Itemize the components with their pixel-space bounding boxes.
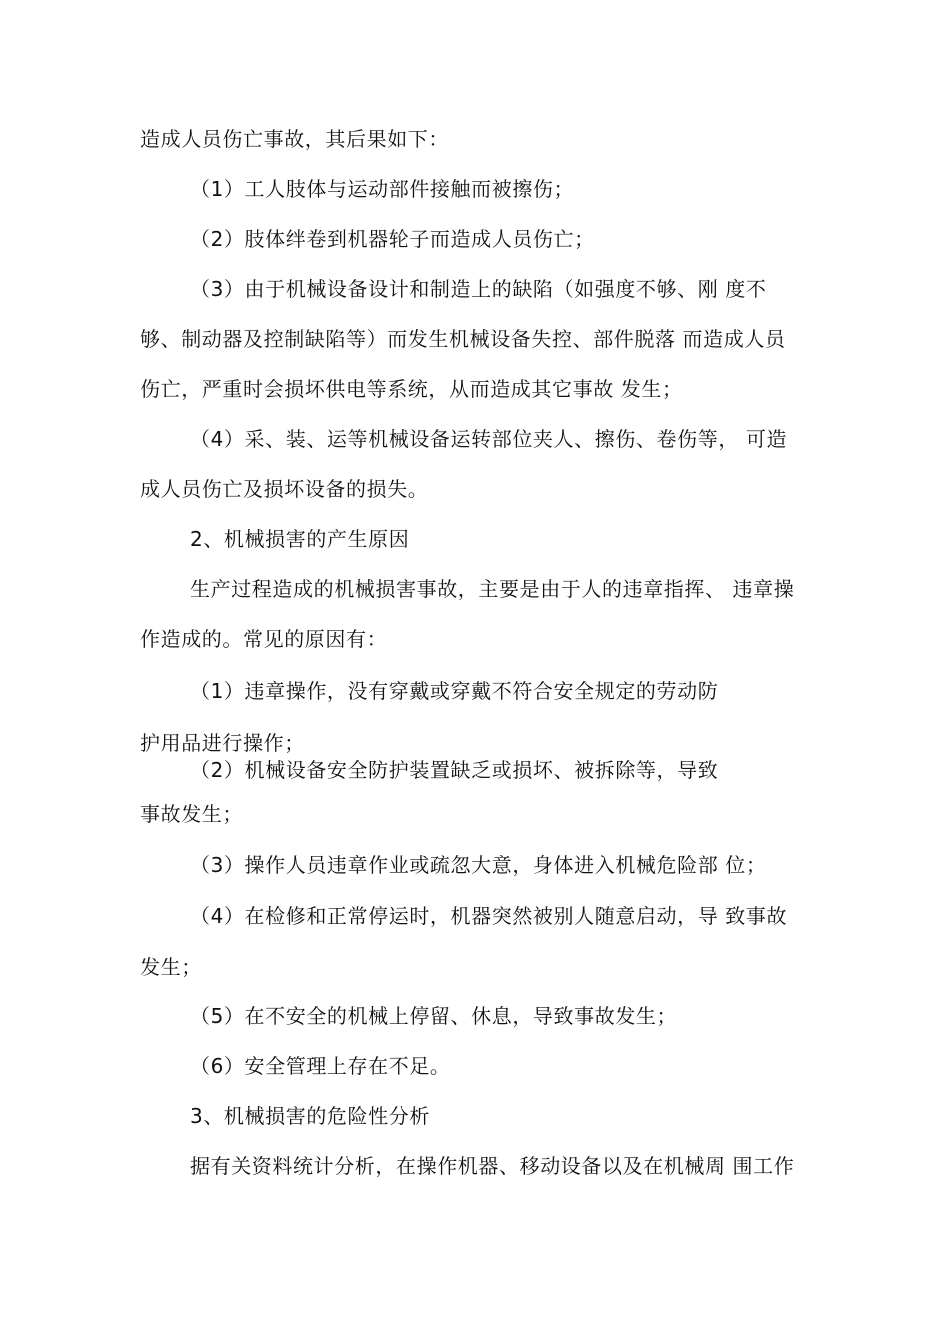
text-line: 生产过程造成的机械损害事故，主要是由于人的违章指挥、 违章操 [190,577,795,601]
text-line: 够、制动器及控制缺陷等）而发生机械设备失控、部件脱落 而造成人员 [140,327,786,351]
text-line: （2）机械设备安全防护装置缺乏或损坏、被拆除等，导致 [190,758,719,782]
text-line: 作造成的。常见的原因有： [140,627,388,651]
section-heading: 3、机械损害的危险性分析 [190,1104,430,1128]
text-line: 伤亡，严重时会损坏供电等系统，从而造成其它事故 发生； [140,377,683,401]
text-line: （3）操作人员违章作业或疏忽大意，身体进入机械危险部 位； [190,853,767,877]
text-line: 事故发生； [140,802,243,826]
text-line: （4）在检修和正常停运时，机器突然被别人随意启动，导 致事故 [190,904,788,928]
text-line: 发生； [140,955,202,979]
text-line: （6）安全管理上存在不足。 [190,1054,451,1078]
text-line: 成人员伤亡及损坏设备的损失。 [140,477,429,501]
text-line: （3）由于机械设备设计和制造上的缺陷（如强度不够、刚 度不 [190,277,767,301]
text-line: （1）工人肢体与运动部件接触而被擦伤； [190,177,575,201]
text-line: （2）肢体绊卷到机器轮子而造成人员伤亡； [190,227,595,251]
text-line: （4）采、装、运等机械设备运转部位夹人、擦伤、卷伤等， 可造 [190,427,788,451]
text-line: 据有关资料统计分析，在操作机器、移动设备以及在机械周 围工作 [190,1154,795,1178]
text-line: （5）在不安全的机械上停留、休息，导致事故发生； [190,1004,678,1028]
text-line: 护用品进行操作； [140,731,305,755]
text-line: 造成人员伤亡事故，其后果如下： [140,127,449,151]
text-line: （1）违章操作，没有穿戴或穿戴不符合安全规定的劳动防 [190,679,719,703]
section-heading: 2、机械损害的产生原因 [190,527,410,551]
